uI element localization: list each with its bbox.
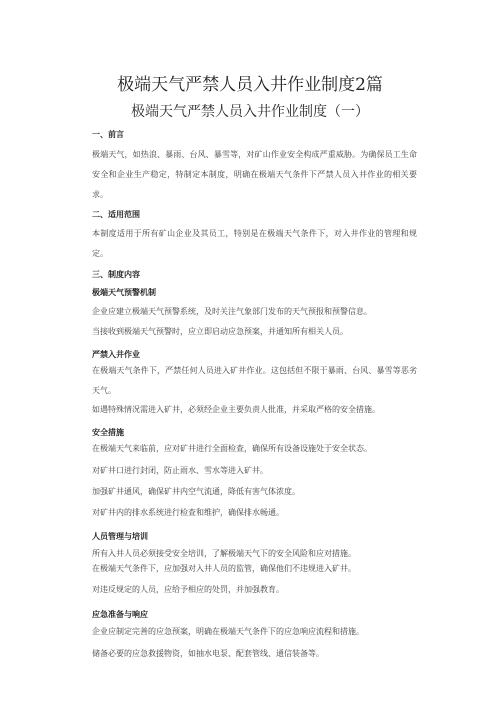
document-title: 极端天气严禁人员入井作业制度2篇	[117, 75, 383, 95]
subheading-personnel-training: 人员管理与培训	[92, 531, 148, 541]
paragraph-no-entry-1: 在极端天气条件下，严禁任何人员进入矿井作业。这包括但不限于暴雨、台风、暴雪等恶劣天气。	[92, 366, 417, 395]
paragraph-personnel-2: 在极端天气条件下，应加强对入井人员的监管，确保他们不违规进入矿井。	[92, 564, 356, 573]
paragraph-safety-4: 对矿井内的排水系统进行检查和维护，确保排水畅通。	[92, 508, 284, 517]
paragraph-no-entry-2: 如遇特殊情况需进入矿井，必须经企业主要负责人批准，并采取严格的安全措施。	[92, 405, 380, 414]
paragraph-warning-2: 当接收到极端天气预警时，应立即启动应急预案，并通知所有相关人员。	[92, 327, 348, 336]
paragraph-safety-3: 加强矿井通风，确保矿井内空气流通，降低有害气体浓度。	[92, 487, 300, 496]
paragraph-scope: 本制度适用于所有矿山企业及其员工，特别是在极端天气条件下，对入井作业的管理和规定。	[92, 229, 417, 258]
paragraph-personnel-1: 所有入井人员必须接受安全培训，了解极端天气下的安全风险和应对措施。	[92, 549, 356, 558]
subheading-safety-measures: 安全措施	[92, 427, 124, 437]
section-heading-preface: 一、前言	[92, 129, 124, 139]
section-heading-content: 三、制度内容	[92, 269, 140, 279]
paragraph-warning-1: 企业应建立极端天气预警系统，及时关注气象部门发布的天气预报和预警信息。	[92, 307, 372, 316]
section-heading-scope: 二、适用范围	[92, 209, 140, 219]
paragraph-preface: 极端天气，如热浪、暴雨、台风、暴雪等，对矿山作业安全构成严重威胁。为确保员工生命安全和企业生产稳定，特制定本制度，明确在极端天气条件下严禁人员入井作业的相关要求。	[92, 150, 417, 199]
document-subtitle: 极端天气严禁人员入井作业制度（一）	[131, 104, 369, 120]
subheading-no-entry: 严禁入井作业	[92, 349, 140, 359]
paragraph-emergency-2: 储备必要的应急救援物资，如抽水电泵、配套管线、通信装备等。	[92, 649, 324, 658]
paragraph-personnel-3: 对违反规定的人员，应给予相应的处罚，并加强教育。	[92, 585, 284, 594]
paragraph-safety-2: 对矿井口进行封闭，防止雨水、雪水等进入矿井。	[92, 466, 268, 475]
paragraph-safety-1: 在极端天气来临前，应对矿井进行全面检查，确保所有设备设施处于安全状态。	[92, 444, 372, 453]
subheading-warning-mechanism: 极端天气预警机制	[92, 287, 156, 297]
subheading-emergency: 应急准备与响应	[92, 609, 148, 619]
paragraph-emergency-1: 企业应制定完善的应急预案，明确在极端天气条件下的应急响应流程和措施。	[92, 627, 364, 636]
